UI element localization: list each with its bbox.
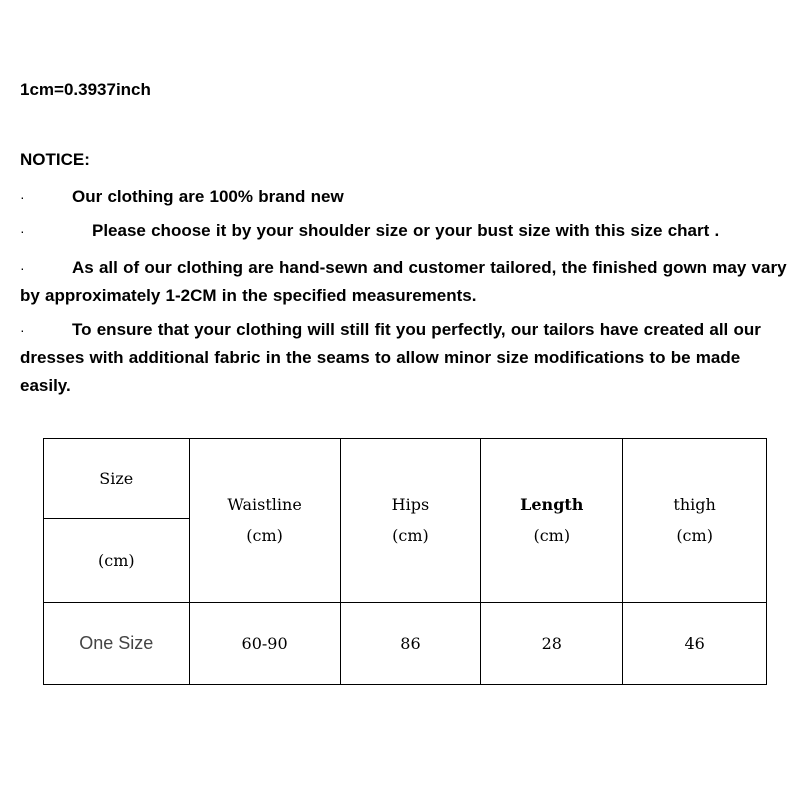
column-header-label: thigh [673,495,716,515]
notice-item-text: Please choose it by your shoulder size or your bust size with this size chart . [92,221,720,240]
column-header-length [481,439,623,603]
column-header-thigh [623,439,767,603]
length-value-cell: 28 [481,602,623,684]
notice-item [20,316,790,400]
column-header-hips [340,439,481,603]
size-header-label: Size [99,469,134,489]
column-header-unit: (cm) [246,526,283,546]
hips-value-cell: 86 [340,602,481,684]
size-header-cell [44,439,190,519]
column-header-unit: (cm) [533,526,571,546]
notice-item [20,217,790,245]
size-unit-label: (cm) [97,550,135,570]
table-row [44,602,767,684]
notice-item-text: To ensure that your clothing will still fit you perfectly, our tailors have created all our dresses with additional fabric in the seams to allow minor size modifications to be made easily. [20,320,761,395]
size-value-cell: One Size [44,602,190,684]
waistline-value-cell: 60-90 [189,602,340,684]
column-header-waistline [189,439,340,603]
column-header-unit: (cm) [392,526,429,546]
column-header-unit: (cm) [676,526,713,546]
thigh-value-cell: 46 [623,602,767,684]
notice-title: NOTICE: [20,150,90,169]
notice-item-text: As all of our clothing are hand-sewn and customer tailored, the finished gown may vary by approximately 1-2CM in the specified measurements. [20,258,787,305]
column-header-label: Hips [391,495,430,515]
column-header-label: Waistline [227,495,302,515]
bullet-marker: · [20,322,25,338]
size-chart-table [43,438,767,685]
bullet-marker: · [20,189,25,205]
notice-item [20,183,790,211]
unit-conversion-note: 1cm=0.3937inch [20,80,151,99]
notice-item [20,254,790,310]
notice-item-text: Our clothing are 100% brand new [72,187,344,206]
size-unit-cell [44,519,190,602]
bullet-marker: · [20,223,25,239]
column-header-label: Length [520,495,584,515]
bullet-marker: · [20,260,25,276]
